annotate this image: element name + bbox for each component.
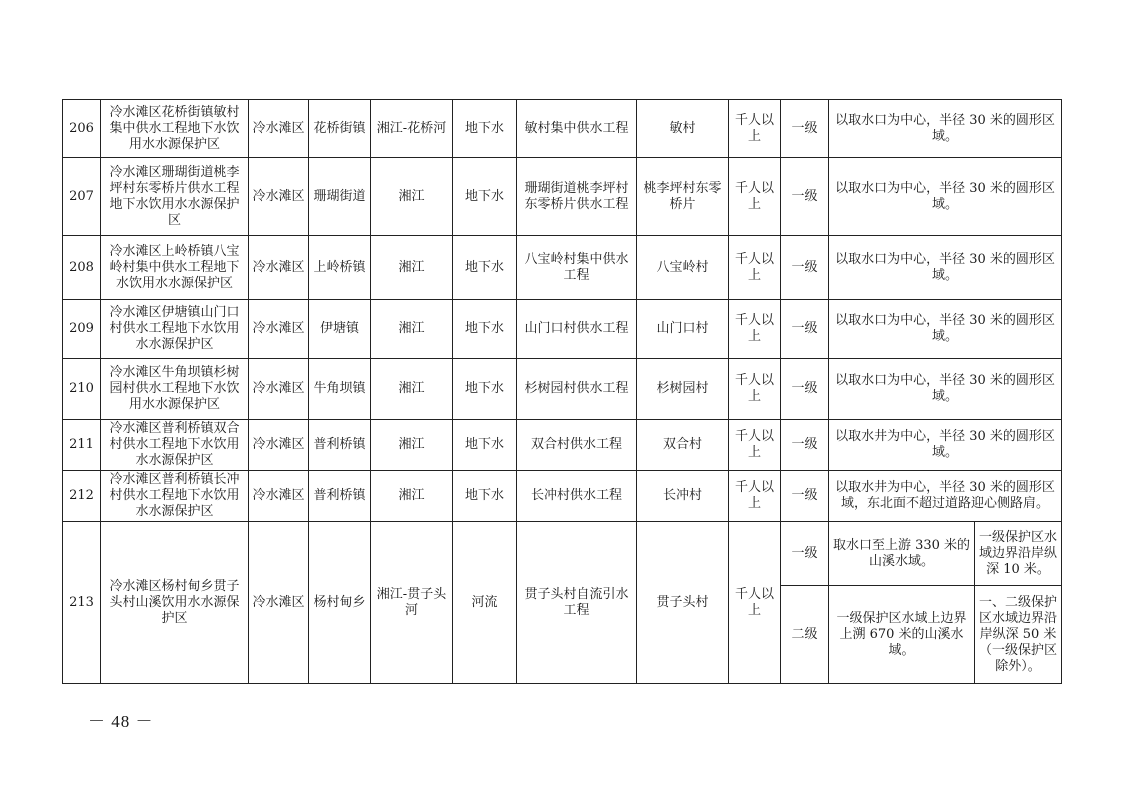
district: 冷水滩区: [249, 522, 309, 684]
scale: 千人以上: [729, 420, 781, 471]
table-row: [63, 300, 1062, 359]
row-number: 210: [63, 359, 101, 420]
district: 冷水滩区: [249, 100, 309, 158]
town: 上岭桥镇: [309, 236, 371, 300]
district: 冷水滩区: [249, 420, 309, 471]
village: 长冲村: [637, 471, 729, 522]
zone-name: 冷水滩区珊瑚街道桃李坪村东零桥片供水工程地下水饮用水水源保护区: [101, 158, 249, 236]
zone-name: 冷水滩区上岭桥镇八宝岭村集中供水工程地下水饮用水水源保护区: [101, 236, 249, 300]
town: 杨村甸乡: [309, 522, 371, 684]
scale: 千人以上: [729, 359, 781, 420]
village: 山门口村: [637, 300, 729, 359]
water-type: 河流: [453, 522, 517, 684]
river: 湘江: [371, 359, 453, 420]
town: 珊瑚街道: [309, 158, 371, 236]
river: 湘江: [371, 236, 453, 300]
project: 八宝岭村集中供水工程: [517, 236, 637, 300]
zone-name: 冷水滩区伊塘镇山门口村供水工程地下水饮用水水源保护区: [101, 300, 249, 359]
level: 一级: [781, 100, 829, 158]
zone-range: 以取水口为中心，半径 30 米的圆形区域。: [829, 359, 1062, 420]
table-row: [63, 420, 1062, 471]
level: 一级: [781, 158, 829, 236]
town: 普利桥镇: [309, 420, 371, 471]
water-type: 地下水: [453, 158, 517, 236]
village: 贯子头村: [637, 522, 729, 684]
level: 一级: [781, 300, 829, 359]
river: 湘江-花桥河: [371, 100, 453, 158]
protection-zone-table: [62, 99, 1062, 684]
river: 湘江: [371, 158, 453, 236]
zone-range: 以取水口为中心，半径 30 米的圆形区域。: [829, 236, 1062, 300]
town: 牛角坝镇: [309, 359, 371, 420]
level: 一级: [781, 471, 829, 522]
district: 冷水滩区: [249, 300, 309, 359]
table-row: [63, 158, 1062, 236]
project: 珊瑚街道桃李坪村东零桥片供水工程: [517, 158, 637, 236]
water-type: 地下水: [453, 471, 517, 522]
project: 双合村供水工程: [517, 420, 637, 471]
district: 冷水滩区: [249, 471, 309, 522]
table-row: [63, 471, 1062, 522]
row-number: 206: [63, 100, 101, 158]
zone-range: 以取水口为中心，半径 30 米的圆形区域。: [829, 158, 1062, 236]
land-zone-range: 一、二级保护区水域边界沿岸纵深 50 米（一级保护区除外）。: [975, 586, 1062, 684]
water-zone-range: 一级保护区水域上边界上溯 670 米的山溪水域。: [829, 586, 975, 684]
land-zone-range: 一级保护区水域边界沿岸纵深 10 米。: [975, 522, 1062, 586]
level: 二级: [781, 586, 829, 684]
village: 杉树园村: [637, 359, 729, 420]
project: 杉树园村供水工程: [517, 359, 637, 420]
zone-name: 冷水滩区普利桥镇双合村供水工程地下水饮用水水源保护区: [101, 420, 249, 471]
zone-name: 冷水滩区普利桥镇长冲村供水工程地下水饮用水水源保护区: [101, 471, 249, 522]
town: 普利桥镇: [309, 471, 371, 522]
town: 伊塘镇: [309, 300, 371, 359]
level: 一级: [781, 359, 829, 420]
level: 一级: [781, 522, 829, 586]
zone-range: 以取水井为中心，半径 30 米的圆形区域，东北面不超过道路迎心侧路肩。: [829, 471, 1062, 522]
river: 湘江: [371, 471, 453, 522]
river: 湘江-贯子头河: [371, 522, 453, 684]
water-type: 地下水: [453, 100, 517, 158]
water-type: 地下水: [453, 236, 517, 300]
scale: 千人以上: [729, 300, 781, 359]
page-number: － 48 －: [88, 712, 154, 731]
level: 一级: [781, 236, 829, 300]
level: 一级: [781, 420, 829, 471]
zone-name: 冷水滩区牛角坝镇杉树园村供水工程地下水饮用水水源保护区: [101, 359, 249, 420]
water-type: 地下水: [453, 420, 517, 471]
row-number: 212: [63, 471, 101, 522]
village: 桃李坪村东零桥片: [637, 158, 729, 236]
row-number: 211: [63, 420, 101, 471]
river: 湘江: [371, 300, 453, 359]
district: 冷水滩区: [249, 359, 309, 420]
zone-range: 以取水口为中心，半径 30 米的圆形区域。: [829, 100, 1062, 158]
table-row: [63, 100, 1062, 158]
water-type: 地下水: [453, 300, 517, 359]
village: 八宝岭村: [637, 236, 729, 300]
row-number: 208: [63, 236, 101, 300]
zone-range: 以取水井为中心，半径 30 米的圆形区域。: [829, 420, 1062, 471]
project: 山门口村供水工程: [517, 300, 637, 359]
table-row: [63, 522, 1062, 586]
project: 敏村集中供水工程: [517, 100, 637, 158]
river: 湘江: [371, 420, 453, 471]
project: 贯子头村自流引水工程: [517, 522, 637, 684]
village: 敏村: [637, 100, 729, 158]
row-number: 207: [63, 158, 101, 236]
scale: 千人以上: [729, 236, 781, 300]
zone-name: 冷水滩区花桥街镇敏村集中供水工程地下水饮用水水源保护区: [101, 100, 249, 158]
table-row: [63, 359, 1062, 420]
row-number: 209: [63, 300, 101, 359]
scale: 千人以上: [729, 471, 781, 522]
zone-range: 以取水口为中心，半径 30 米的圆形区域。: [829, 300, 1062, 359]
district: 冷水滩区: [249, 236, 309, 300]
scale: 千人以上: [729, 158, 781, 236]
row-number: 213: [63, 522, 101, 684]
zone-name: 冷水滩区杨村甸乡贯子头村山溪饮用水水源保护区: [101, 522, 249, 684]
project: 长冲村供水工程: [517, 471, 637, 522]
water-zone-range: 取水口至上游 330 米的山溪水域。: [829, 522, 975, 586]
town: 花桥街镇: [309, 100, 371, 158]
scale: 千人以上: [729, 100, 781, 158]
district: 冷水滩区: [249, 158, 309, 236]
table-row: [63, 236, 1062, 300]
scale: 千人以上: [729, 522, 781, 684]
water-type: 地下水: [453, 359, 517, 420]
village: 双合村: [637, 420, 729, 471]
